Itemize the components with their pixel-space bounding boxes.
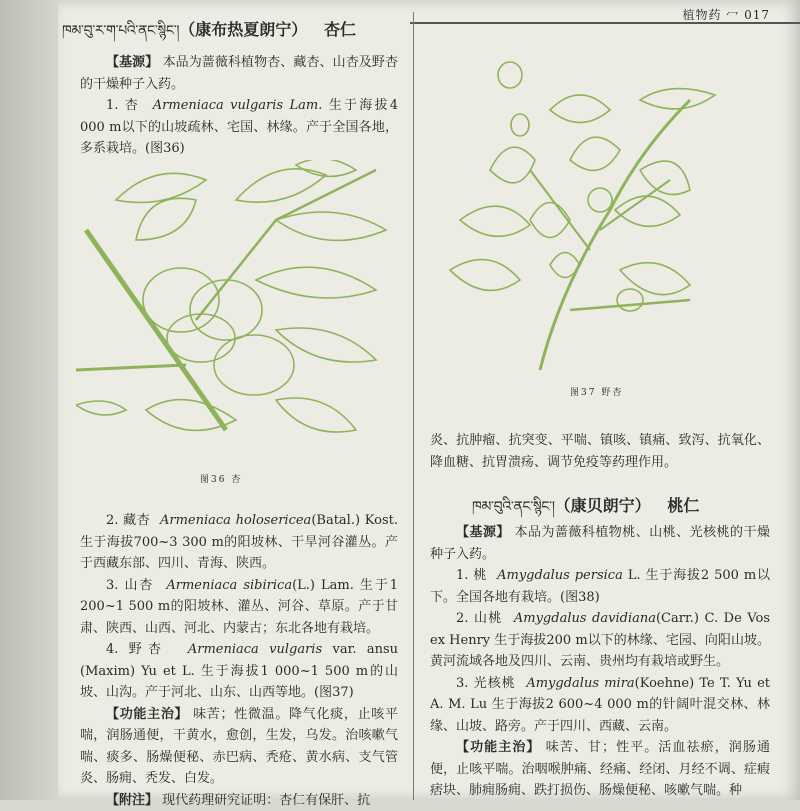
item-num: 3. 光核桃	[456, 675, 516, 691]
item-num: 4. 野杏	[106, 642, 168, 657]
title-name: 桃仁	[667, 496, 700, 515]
header-rule	[410, 22, 800, 24]
latin-name: Armeniaca holosericea	[159, 513, 312, 528]
entry-title-apricot	[62, 14, 356, 54]
continued-note-block	[430, 430, 770, 473]
title-chinese: （康贝朗宁）	[554, 496, 651, 515]
item-text: L. 生于海拔2 500 m以下。全国各地有栽培。(图38)	[430, 568, 771, 605]
item-num: 1. 桃	[456, 568, 488, 583]
latin-name: Amygdalus davidiana	[513, 611, 656, 626]
function-text: 味苦、甘；性平。活血祛瘀，润肠通便，止咳平喘。治咽喉肿痛、经痛、经闭、月经不调、症瘕痞块、肺痈肠痈、跌打损伤、肠燥便秘、咳嗽气喘。种	[430, 740, 770, 798]
running-header	[410, 0, 800, 26]
item-num: 2. 山桃	[456, 611, 503, 626]
item-text: 生于海拔4 000 m以下的山坡疏林、宅国、林缘。产于全国各地，多系栽培。(图36)	[80, 98, 398, 156]
latin-name: Armeniaca vulgaris	[187, 642, 323, 657]
item-text: (Batal.) Kost. 生于海拔700~3 300 m的阳坡林、干旱河谷灌丛。产于西藏东部、四川、青海、陕西。	[80, 513, 399, 571]
item-num: 2. 藏杏	[106, 513, 151, 528]
source-tag: 【基源】	[456, 525, 510, 540]
latin-name: Armeniaca sibirica	[166, 577, 293, 593]
latin-name: Armeniaca vulgaris Lam.	[152, 98, 323, 113]
source-tag: 【基源】	[106, 55, 159, 70]
item-num: 3. 山杏	[106, 577, 155, 593]
running-title: 植物药 冖 017	[682, 8, 770, 22]
item-num: 1. 杏	[106, 98, 141, 113]
figure-caption-37: 图37 野杏	[570, 388, 624, 398]
function-tag: 【功能主治】	[456, 740, 541, 755]
item-text: (Carr.) C. De Vos ex Henry 生于海拔200 m以下的林缘、宅园、向阳山坡。黄河流域各地及四川、云南、贵州均有栽培或野生。	[430, 611, 771, 669]
latin-name: Amygdalus mira	[526, 675, 635, 691]
peach-source-block	[430, 522, 770, 802]
title-tibetan: ཁམ་བུ་ར་ག་པའི་ནང་སྙིང་།	[62, 23, 180, 39]
column-divider	[413, 12, 414, 800]
item-text: (Koehne) Te T. Yu et A. M. Lu 生于海拔2 600~4 000 m的针阔叶混交林、林缘、山坡、路旁。产于四川、西藏、云南。	[430, 675, 771, 734]
title-name: 杏仁	[323, 20, 356, 39]
source-text: 本品为蔷薇科植物杏、藏杏、山杏及野杏的干燥种子入药。	[80, 55, 398, 92]
illustration-apricot	[76, 160, 396, 460]
apricot-species-block	[80, 510, 398, 811]
binding-shadow	[0, 0, 58, 800]
function-text: 味苦；性微温。降气化痰，止咳平喘，润肠通便，干黄水，愈创，生发，乌发。治咳嗽气喘、痰多、肠燥便秘、赤巴病、秃疮、黄水病、支气管炎、肠痈、秃发、白发。	[80, 706, 398, 786]
item-text: var. ansu (Maxim) Yu et L. 生于海拔1 000~1 500 m的山坡、山沟。产于河北、山东、山西等地。(图37)	[80, 642, 399, 700]
title-tibetan: ཁམ་བུའི་ནང་སྙིང་།	[472, 499, 555, 515]
item-text: (L.) Lam. 生于1 200~1 500 m的阳坡林、灌丛、河谷、草原。产于甘肃、陕西、山西、河北、内蒙古；东北各地有栽培。	[80, 577, 399, 636]
illustration-wild-apricot	[440, 60, 730, 380]
continued-text: 炎、抗肿瘤、抗突变、平喘、镇咳、镇痛、致泻、抗氧化、降血糖、抗胃溃疡、调节免疫等药理作用。	[430, 433, 770, 470]
note-text: 现代药理研究证明：杏仁有保肝、抗	[162, 792, 371, 808]
latin-name: Amygdalus persica	[497, 568, 623, 583]
source-text: 本品为蔷薇科植物桃、山桃、光核桃的干燥种子入药。	[430, 525, 770, 562]
note-tag: 【附注】	[106, 792, 159, 808]
function-tag: 【功能主治】	[106, 706, 189, 722]
title-chinese: （康布热夏朗宁）	[179, 20, 308, 39]
figure-caption-36: 图36 杏	[200, 475, 243, 485]
apricot-source-block	[80, 52, 398, 160]
